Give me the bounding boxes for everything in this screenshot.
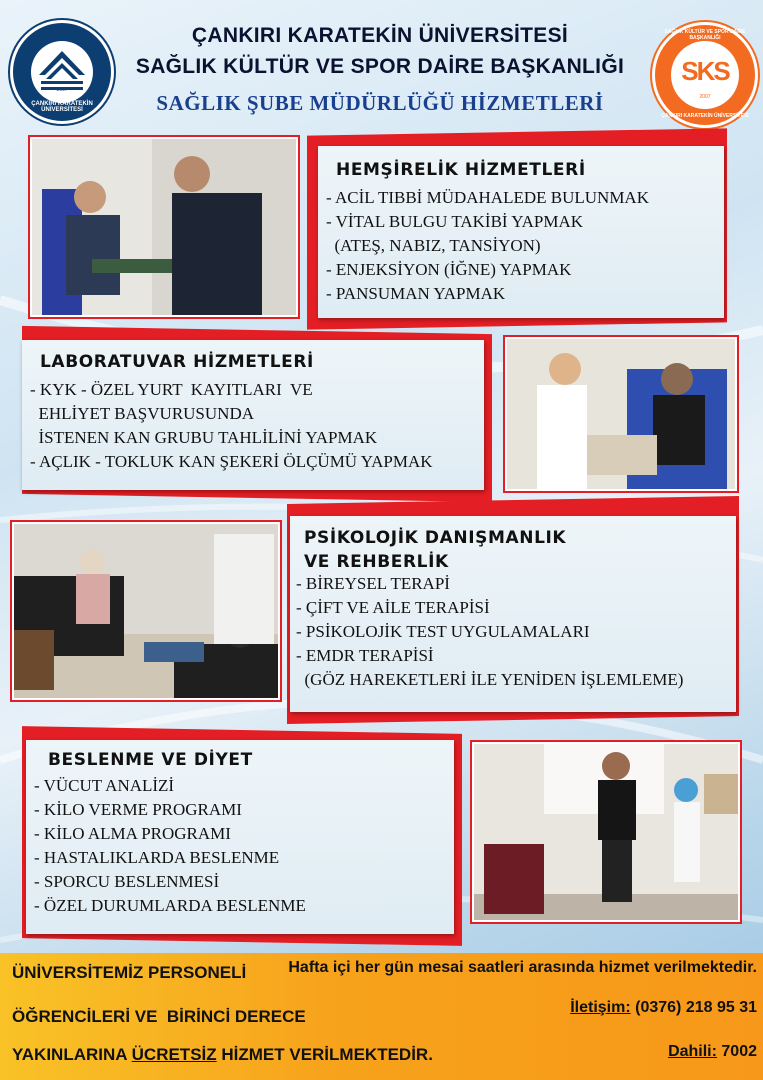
nutrition-list (34, 774, 306, 918)
counseling-list (296, 572, 683, 692)
extension-info (668, 1043, 757, 1061)
page-title: SAĞLIK ŞUBE MÜDÜRLÜĞÜ HİZMETLERİ (156, 91, 604, 115)
extension-number: 7002 (716, 1043, 757, 1060)
section-title-line2: VE REHBERLİK (304, 552, 449, 572)
laboratory-list (30, 378, 433, 474)
footer-left-line3 (12, 1045, 433, 1065)
list-item: - ÇİFT VE AİLE TERAPİSİ (296, 598, 490, 617)
contact-phone: (0376) 218 95 31 (630, 999, 757, 1016)
university-logo (10, 20, 114, 124)
list-item: - VÜCUT ANALİZİ (34, 776, 175, 795)
list-item: - PANSUMAN YAPMAK (326, 284, 506, 303)
university-title: ÇANKIRI KARATEKİN ÜNİVERSİTESİ (191, 24, 569, 47)
list-item: (GÖZ HAREKETLERİ İLE YENİDEN İŞLEMLEME) (296, 670, 684, 689)
nutrition-panel (26, 740, 454, 934)
list-item: - HASTALIKLARDA BESLENME (34, 848, 280, 867)
section-title: HEMŞİRELİK HİZMETLERİ (336, 160, 586, 180)
list-item: - ENJEKSİYON (İĞNE) YAPMAK (326, 260, 572, 279)
sks-logo-year: 2007 (699, 94, 711, 100)
list-item: EHLİYET BAŞVURUSUNDA (30, 404, 254, 423)
list-item: - ÖZEL DURUMLARDA BESLENME (34, 896, 306, 915)
list-item: - AÇLIK - TOKLUK KAN ŞEKERİ ÖLÇÜMÜ YAPMAK (30, 452, 433, 471)
sks-logo (652, 22, 758, 128)
footer-left-line2: ÖĞRENCİLERİ VE BİRİNCİ DERECE (12, 1007, 306, 1026)
sks-logo-bottom-text: ÇANKIRI KARATEKİN ÜNİVERSİTESİ (661, 113, 749, 119)
counseling-photo-illustration (14, 524, 278, 698)
footer-free-emphasis: ÜCRETSİZ (131, 1045, 217, 1064)
counseling-panel (290, 516, 736, 712)
logo-ring-text: ÇANKIRI KARATEKİN ÜNİVERSİTESİ (31, 101, 93, 113)
list-item: - KİLO VERME PROGRAMI (34, 800, 242, 819)
list-item: - VİTAL BULGU TAKİBİ YAPMAK (326, 212, 583, 231)
section-title: LABORATUVAR HİZMETLERİ (40, 352, 314, 372)
list-item: - KYK - ÖZEL YURT KAYITLARI VE (30, 380, 313, 399)
footer-bar (0, 953, 763, 1080)
list-item: - PSİKOLOJİK TEST UYGULAMALARI (296, 622, 590, 641)
list-item: İSTENEN KAN GRUBU TAHLİLİNİ YAPMAK (30, 428, 378, 447)
counseling-photo (12, 522, 280, 700)
laboratory-photo-illustration (507, 339, 735, 489)
nursing-photo-illustration (32, 139, 296, 315)
laboratory-photo (505, 337, 737, 491)
footer-left-line1: ÜNİVERSİTEMİZ PERSONELİ (12, 963, 247, 982)
contact-label: İletişim: (570, 999, 631, 1016)
footer-left-line3-a: YAKINLARINA (12, 1045, 132, 1064)
nursing-panel (318, 146, 724, 318)
nursing-photo (30, 137, 298, 317)
list-item: - BİREYSEL TERAPİ (296, 574, 450, 593)
department-title: SAĞLIK KÜLTÜR VE SPOR DAİRE BAŞKANLIĞI (135, 55, 625, 78)
sks-monogram: SKS (681, 56, 729, 86)
list-item: - KİLO ALMA PROGRAMI (34, 824, 231, 843)
list-item: (ATEŞ, NABIZ, TANSİYON) (326, 236, 541, 255)
contact-info (570, 999, 757, 1017)
nutrition-photo (472, 742, 740, 922)
nursing-list (326, 186, 649, 306)
section-title: PSİKOLOJİK DANIŞMANLIK (304, 528, 567, 548)
logo-emblem-icon (31, 41, 93, 103)
laboratory-panel (22, 340, 484, 490)
list-item: - SPORCU BESLENMESİ (34, 872, 220, 891)
list-item: - EMDR TERAPİSİ (296, 646, 434, 665)
footer-left-line3-c: HİZMET VERİLMEKTEDİR. (216, 1045, 433, 1064)
section-title: BESLENME VE DİYET (48, 750, 253, 770)
list-item: - ACİL TIBBİ MÜDAHALEDE BULUNMAK (326, 188, 649, 207)
nutrition-photo-illustration (474, 744, 738, 920)
sks-logo-top-text: SAĞLIK KÜLTÜR VE SPOR DAİRE BAŞKANLIĞI (664, 29, 746, 41)
logo-year: 2007 (56, 87, 68, 93)
extension-label: Dahili: (668, 1043, 717, 1060)
service-hours: Hafta içi her gün mesai saatleri arasında hizmet verilmektedir. (288, 959, 757, 976)
